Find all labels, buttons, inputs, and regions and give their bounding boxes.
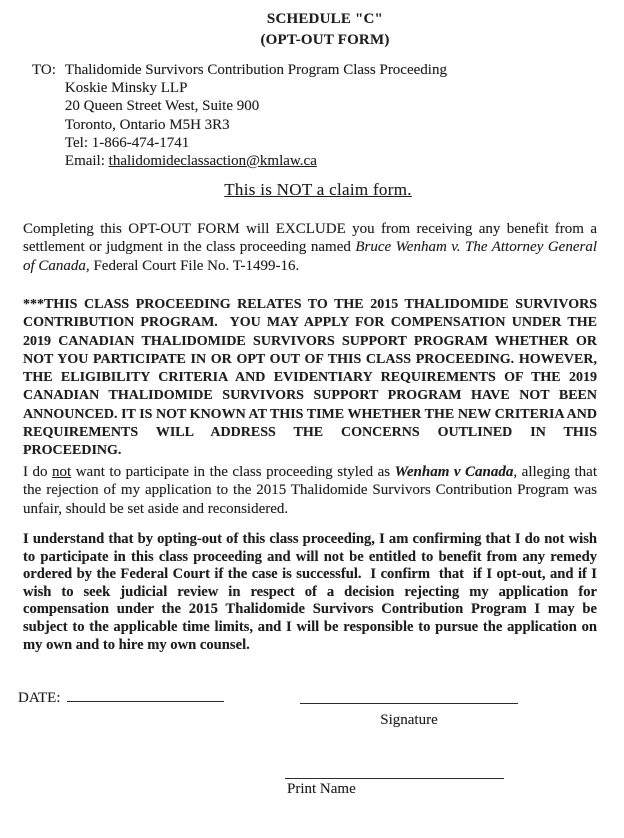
recipient-address <box>65 61 447 170</box>
recipient-line-city: Toronto, Ontario M5H 3R3 <box>64 116 230 133</box>
to-label: TO: <box>32 62 56 78</box>
document-subtitle: (OPT-OUT FORM) <box>260 32 390 48</box>
intro-text-end: Federal Court File No. T-1499-16. <box>89 257 300 274</box>
optout-text-end: , alleging that the rejection of my application to the 2015 Thalidomide Survivors Contribution Program was unfair, should be set aside and reconsidered. <box>23 464 598 517</box>
program-notice-paragraph: ***THIS CLASS PROCEEDING RELATES TO THE 2015 THALIDOMIDE SURVIVORS CONTRIBUTION PROGRAM. YOU MAY APPLY FOR COMPENSATION UNDER THE 2019 CANADIAN THALIDOMIDE SURVIVORS SUPPORT PROGRAM WHETHER OR NOT YOU PARTICIPATE IN OR OPT OUT OF THIS CLASS PROCEEDING. HOWEVER, THE ELIGIBILITY CRITERIA AND EVIDENTIARY REQUIREMENTS OF THE 2019 CANADIAN THALIDOMIDE SURVIVORS SUPPORT PROGRAM HAVE NOT BEEN ANNOUNCED. IT IS NOT KNOWN AT THIS TIME WHETHER THE NEW CRITERIA AND REQUIREMENTS WILL ADDRESS THE CONCERNS OUTLINED IN THIS PROCEEDING. <box>23 297 597 459</box>
signature-label: Signature <box>380 712 438 728</box>
signature-input-line[interactable] <box>300 703 518 704</box>
recipient-block <box>32 61 447 170</box>
notice-heading: This is NOT a claim form. <box>224 180 412 199</box>
document-title: SCHEDULE "C" <box>266 11 384 27</box>
date-input-line[interactable] <box>67 701 224 702</box>
recipient-line-phone: Tel: 1-866-474-1741 <box>64 134 190 151</box>
recipient-email-line <box>65 152 447 170</box>
optout-text-mid: want to participate in the class proceeding styled as <box>71 464 395 480</box>
print-name-input-line[interactable] <box>285 778 504 779</box>
date-field-row <box>18 690 224 707</box>
acknowledgement-paragraph: I understand that by opting-out of this class proceeding, I am confirming that I do not wish to participate in this class proceeding and will not be entitled to benefit from any remedy ordered by the Federal Court if the case is successful. I confirm that if I opt-out, and if I wish to seek judicial review in respect of a decision rejecting my application for compensation under the 2015 Thalidomide Survivors Contribution Program I may be subject to the applicable time limits, and I will be responsible to pursue the application on my own and to hire my own counsel. <box>23 531 597 653</box>
intro-text-start: Completing this OPT-OUT FORM will EXCLUDE you from receiving any benefit from a settlement or judgment in the class proceeding named <box>23 221 597 256</box>
case-name-italic: Bruce Wenham v. The Attorney General of Canada, <box>23 239 597 274</box>
intro-paragraph <box>23 220 597 275</box>
email-link[interactable]: thalidomideclassaction@kmlaw.ca <box>108 153 317 170</box>
case-name-bold-italic: Wenham v Canada <box>394 464 514 480</box>
optout-text-start: I do <box>23 464 53 480</box>
recipient-line-street: 20 Queen Street West, Suite 900 <box>64 98 260 115</box>
email-label: Email: <box>64 153 109 170</box>
date-label: DATE: <box>18 690 61 706</box>
opt-out-statement <box>23 463 597 518</box>
optout-not-underlined: not <box>52 464 72 480</box>
document-header <box>26 9 624 51</box>
recipient-line-firm: Koskie Minsky LLP <box>64 80 188 97</box>
recipient-line-program: Thalidomide Survivors Contribution Program Class Proceeding <box>64 62 447 78</box>
print-name-label: Print Name <box>287 781 356 797</box>
